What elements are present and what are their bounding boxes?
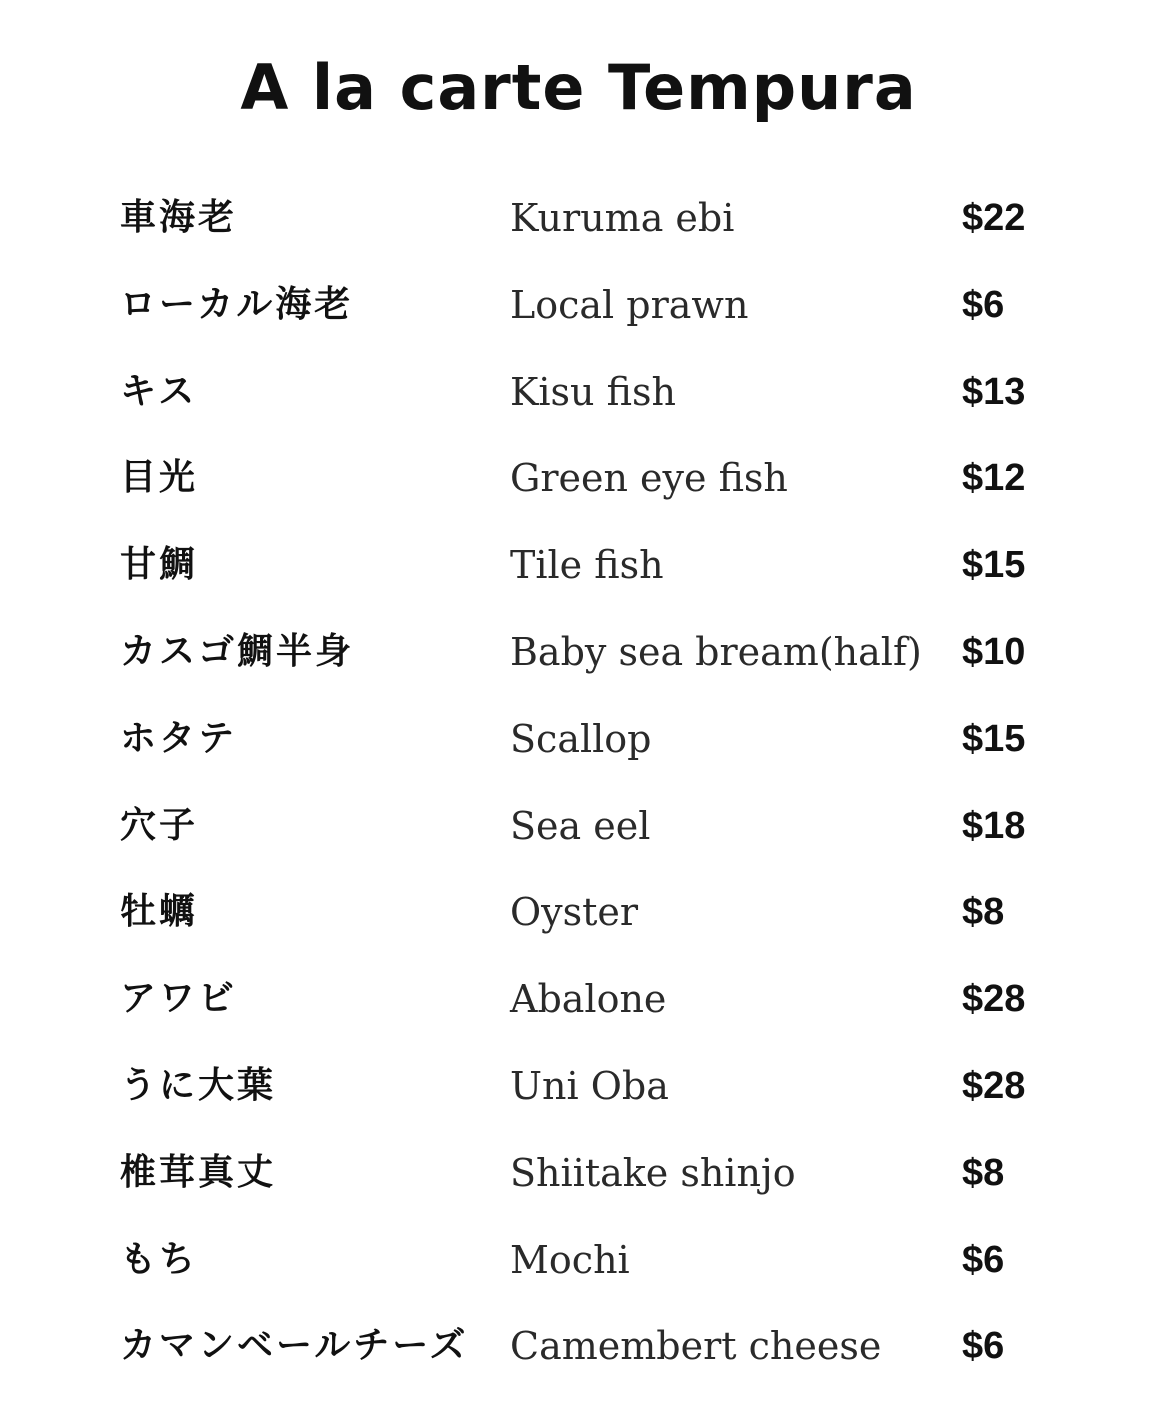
menu-item (0, 1217, 1157, 1304)
item-price: $18 (962, 804, 1026, 847)
item-japanese-name: 穴子 (120, 804, 199, 846)
menu-item (0, 783, 1157, 870)
item-english-name: Kuruma ebi (510, 196, 735, 240)
item-price: $8 (962, 1151, 1005, 1194)
item-english-name: Green eye fish (510, 456, 788, 501)
menu-item (0, 435, 1157, 522)
menu-item (0, 175, 1157, 262)
item-price: $28 (962, 1064, 1026, 1107)
item-japanese-name: カマンベールチーズ (120, 1325, 469, 1367)
item-price: $8 (962, 891, 1005, 934)
menu-item (0, 956, 1157, 1043)
menu-item (0, 1130, 1157, 1217)
item-price: $15 (962, 544, 1026, 587)
item-english-name: Shiitake shinjo (510, 1150, 796, 1195)
item-price: $6 (962, 283, 1005, 326)
item-english-name: Local prawn (510, 282, 749, 327)
item-japanese-name: アワビ (120, 978, 238, 1020)
item-japanese-name: 甘鯛 (120, 544, 199, 586)
menu-item (0, 1303, 1157, 1390)
item-japanese-name: 車海老 (120, 197, 238, 238)
menu-item (0, 609, 1157, 696)
item-price: $6 (962, 1325, 1005, 1368)
menu-item (0, 869, 1157, 956)
menu-title: A la carte Tempura (240, 51, 917, 124)
item-english-name: Scallop (510, 716, 652, 761)
menu-item (0, 349, 1157, 436)
item-english-name: Kisu fish (510, 369, 676, 414)
menu-list (0, 175, 1157, 1390)
item-price: $12 (962, 457, 1026, 500)
item-japanese-name: キス (120, 370, 198, 412)
item-japanese-name: 椎茸真丈 (120, 1151, 277, 1193)
item-english-name: Baby sea bream(half) (510, 629, 922, 674)
menu-item (0, 1043, 1157, 1130)
item-japanese-name: カスゴ鯛半身 (120, 630, 355, 672)
item-price: $10 (962, 630, 1026, 673)
item-japanese-name: 目光 (120, 457, 199, 499)
menu-item (0, 696, 1157, 783)
item-english-name: Sea eel (510, 803, 651, 848)
item-price: $15 (962, 717, 1026, 760)
menu-item (0, 262, 1157, 349)
item-price: $28 (962, 978, 1026, 1021)
item-english-name: Uni Oba (510, 1063, 669, 1108)
item-japanese-name: うに大葉 (120, 1064, 277, 1106)
item-price: $6 (962, 1238, 1005, 1281)
item-english-name: Camembert cheese (510, 1324, 882, 1369)
item-price: $22 (962, 197, 1026, 239)
item-japanese-name: 牡蠣 (120, 891, 199, 933)
item-japanese-name: ローカル海老 (120, 283, 354, 325)
item-english-name: Tile fish (510, 543, 664, 588)
menu-item (0, 522, 1157, 609)
item-english-name: Mochi (510, 1237, 630, 1282)
item-english-name: Oyster (510, 890, 639, 935)
item-japanese-name: もち (120, 1238, 199, 1280)
item-japanese-name: ホタテ (120, 717, 238, 759)
item-price: $13 (962, 370, 1026, 413)
item-english-name: Abalone (510, 977, 667, 1022)
